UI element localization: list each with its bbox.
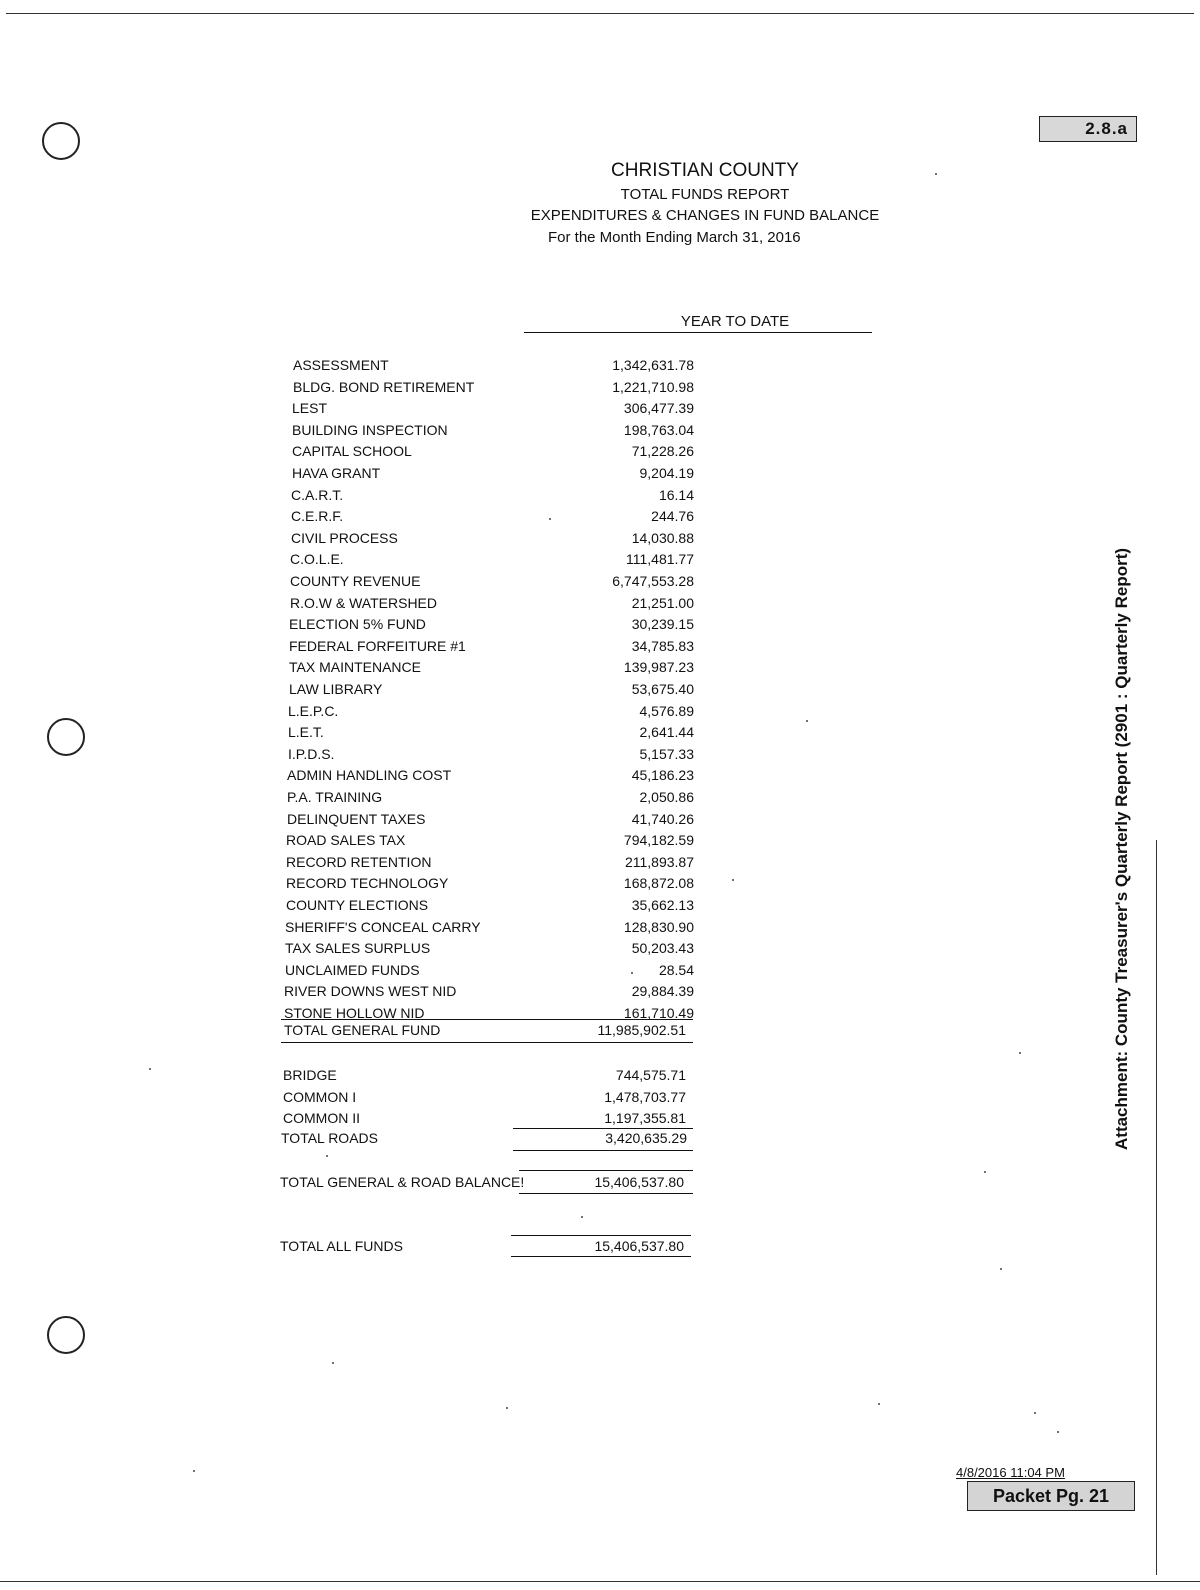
scan-speck xyxy=(149,1068,151,1070)
fund-label: SHERIFF'S CONCEAL CARRY xyxy=(285,919,481,935)
fund-label: RECORD TECHNOLOGY xyxy=(286,875,449,891)
fund-value: 1,221,710.98 xyxy=(612,379,694,395)
fund-row xyxy=(283,1087,686,1107)
fund-label: TAX SALES SURPLUS xyxy=(285,940,431,956)
total-general-road-rule-bottom xyxy=(519,1193,693,1194)
fund-label: L.E.T. xyxy=(288,724,324,740)
fund-value: 41,740.26 xyxy=(631,811,694,827)
fund-label: LEST xyxy=(292,400,328,416)
fund-label: I.P.D.S. xyxy=(288,746,335,762)
fund-label: CAPITAL SCHOOL xyxy=(292,443,412,459)
fund-row xyxy=(291,528,694,548)
scan-speck xyxy=(732,879,734,881)
fund-value: 50,203.43 xyxy=(631,940,694,956)
fund-value: 34,785.83 xyxy=(631,638,694,654)
total-general-road-rule-top xyxy=(519,1170,693,1171)
fund-row xyxy=(287,787,694,807)
scan-speck xyxy=(935,173,937,175)
agenda-tag: 2.8.a xyxy=(1039,116,1137,142)
total-roads-label: TOTAL ROADS xyxy=(281,1130,378,1146)
fund-value: 244.76 xyxy=(651,508,694,524)
fund-label: ASSESSMENT xyxy=(293,357,389,373)
fund-value: 45,186.23 xyxy=(631,767,694,783)
column-header-rule xyxy=(524,332,872,333)
fund-value: 2,641.44 xyxy=(639,724,694,740)
fund-row xyxy=(288,744,694,764)
fund-value: 35,662.13 xyxy=(631,897,694,913)
scan-speck xyxy=(506,1407,508,1409)
page-border-top xyxy=(6,13,1194,14)
fund-label: C.E.R.F. xyxy=(291,508,344,524)
fund-label: CIVIL PROCESS xyxy=(291,530,398,546)
report-period: For the Month Ending March 31, 2016 xyxy=(548,229,801,246)
fund-value: 14,030.88 xyxy=(631,530,694,546)
fund-value: 211,893.87 xyxy=(624,854,694,870)
fund-row xyxy=(293,377,694,397)
scan-speck xyxy=(806,720,808,722)
total-general-rule-bottom xyxy=(281,1042,693,1043)
fund-value: 4,576.89 xyxy=(639,703,694,719)
fund-value: 1,342,631.78 xyxy=(612,357,694,373)
report-subtitle: EXPENDITURES & CHANGES IN FUND BALANCE xyxy=(530,207,880,224)
total-all-funds-rule-bottom xyxy=(511,1256,691,1257)
fund-label: RECORD RETENTION xyxy=(286,854,432,870)
packet-page-stamp: Packet Pg. 21 xyxy=(967,1481,1135,1511)
fund-label: TAX MAINTENANCE xyxy=(289,659,421,675)
fund-row xyxy=(287,809,694,829)
fund-label: RIVER DOWNS WEST NID xyxy=(284,983,457,999)
scan-speck xyxy=(1000,1268,1002,1270)
fund-label: COUNTY REVENUE xyxy=(290,573,421,589)
scan-speck xyxy=(878,1403,880,1405)
fund-value: 744,575.71 xyxy=(615,1067,686,1083)
fund-label: ROAD SALES TAX xyxy=(286,832,406,848)
fund-row xyxy=(288,722,694,742)
county-title: CHRISTIAN COUNTY xyxy=(611,160,799,181)
scan-speck xyxy=(1057,1431,1059,1433)
fund-row xyxy=(291,485,694,505)
fund-value: 21,251.00 xyxy=(631,595,694,611)
fund-row xyxy=(285,938,694,958)
fund-label: LAW LIBRARY xyxy=(289,681,383,697)
fund-value: 29,884.39 xyxy=(631,983,694,999)
fund-row xyxy=(290,549,694,569)
fund-value: 161,710.49 xyxy=(623,1005,694,1021)
fund-value: 9,204.19 xyxy=(639,465,694,481)
scan-speck xyxy=(193,1470,195,1472)
fund-value: 168,872.08 xyxy=(623,875,694,891)
fund-row xyxy=(292,441,694,461)
fund-value: 139,987.23 xyxy=(623,659,694,675)
scan-speck xyxy=(332,1362,334,1364)
total-roads-row xyxy=(281,1128,687,1148)
fund-row xyxy=(292,398,694,418)
fund-value: 198,763.04 xyxy=(623,422,694,438)
scan-speck xyxy=(984,1171,986,1173)
fund-value: 306,477.39 xyxy=(623,400,694,416)
fund-row xyxy=(292,420,694,440)
fund-value: 28.54 xyxy=(658,962,694,978)
print-timestamp: 4/8/2016 11:04 PM xyxy=(956,1465,1065,1480)
fund-row xyxy=(292,463,694,483)
scan-speck xyxy=(326,1155,328,1157)
fund-value: 71,228.26 xyxy=(631,443,694,459)
fund-value: 6,747,553.28 xyxy=(612,573,694,589)
fund-label: ADMIN HANDLING COST xyxy=(287,767,452,783)
fund-label: C.A.R.T. xyxy=(291,487,344,503)
fund-label: L.E.P.C. xyxy=(288,703,339,719)
fund-row xyxy=(286,895,694,915)
total-general-fund-label: TOTAL GENERAL FUND xyxy=(284,1022,441,1038)
fund-value: 794,182.59 xyxy=(623,832,694,848)
punch-hole-icon xyxy=(47,1316,85,1354)
fund-label: COMMON II xyxy=(283,1110,360,1126)
total-all-funds-label: TOTAL ALL FUNDS xyxy=(280,1238,403,1254)
scan-speck xyxy=(1019,1052,1021,1054)
fund-value: 1,197,355.81 xyxy=(604,1110,686,1126)
fund-label: ELECTION 5% FUND xyxy=(289,616,426,632)
fund-label: STONE HOLLOW NID xyxy=(284,1005,425,1021)
total-general-road-value: 15,406,537.80 xyxy=(594,1174,684,1190)
fund-value: 16.14 xyxy=(658,487,694,503)
fund-value: 128,830.90 xyxy=(623,919,694,935)
column-header: YEAR TO DATE xyxy=(680,313,790,330)
fund-row xyxy=(286,873,694,893)
fund-value: 2,050.86 xyxy=(639,789,694,805)
fund-label: FEDERAL FORFEITURE #1 xyxy=(289,638,466,654)
fund-row xyxy=(289,614,694,634)
fund-label: BRIDGE xyxy=(283,1067,337,1083)
total-all-funds-value: 15,406,537.80 xyxy=(594,1238,684,1254)
total-roads-rule-bottom xyxy=(513,1150,693,1151)
total-general-fund-value: 11,985,902.51 xyxy=(597,1022,686,1038)
total-general-road-row xyxy=(280,1172,684,1192)
fund-row xyxy=(283,1065,686,1085)
fund-value: 5,157.33 xyxy=(639,746,694,762)
total-general-road-label: TOTAL GENERAL & ROAD BALANCE! xyxy=(280,1174,525,1190)
punch-hole-icon xyxy=(42,122,80,160)
fund-row xyxy=(287,765,694,785)
total-roads-value: 3,420,635.29 xyxy=(605,1130,687,1146)
fund-row xyxy=(290,593,694,613)
fund-value: 111,481.77 xyxy=(626,551,694,567)
attachment-caption: Attachment: County Treasurer's Quarterly Report (2901 : Quarterly Report) xyxy=(1112,547,1131,1150)
fund-label: COMMON I xyxy=(283,1089,357,1105)
fund-row xyxy=(291,506,694,526)
fund-row xyxy=(289,679,694,699)
fund-label: HAVA GRANT xyxy=(292,465,381,481)
fund-row xyxy=(285,960,694,980)
fund-row xyxy=(283,1108,686,1128)
fund-label: DELINQUENT TAXES xyxy=(287,811,426,827)
fund-label: UNCLAIMED FUNDS xyxy=(285,962,420,978)
fund-row xyxy=(293,355,694,375)
fund-label: P.A. TRAINING xyxy=(287,789,383,805)
fund-row xyxy=(288,701,694,721)
fund-value: 30,239.15 xyxy=(631,616,694,632)
scan-speck xyxy=(581,1216,583,1218)
fund-row xyxy=(289,636,694,656)
fund-row xyxy=(290,571,694,591)
fund-label: R.O.W & WATERSHED xyxy=(290,595,437,611)
fund-row xyxy=(286,852,694,872)
fund-label: COUNTY ELECTIONS xyxy=(286,897,429,913)
total-all-funds-row xyxy=(280,1236,684,1256)
fund-row xyxy=(286,830,694,850)
scan-speck xyxy=(1034,1412,1036,1414)
fund-row xyxy=(285,917,694,937)
page-border-bottom xyxy=(0,1581,1200,1582)
fund-label: BUILDING INSPECTION xyxy=(292,422,448,438)
fund-label: C.O.L.E. xyxy=(290,551,344,567)
fund-row xyxy=(284,981,694,1001)
binding-rule xyxy=(1156,840,1157,1575)
report-title: TOTAL FUNDS REPORT xyxy=(620,186,790,203)
total-general-fund-row xyxy=(284,1020,686,1040)
fund-row xyxy=(289,657,694,677)
fund-value: 1,478,703.77 xyxy=(604,1089,686,1105)
punch-hole-icon xyxy=(47,718,85,756)
fund-label: BLDG. BOND RETIREMENT xyxy=(293,379,475,395)
fund-value: 53,675.40 xyxy=(631,681,694,697)
